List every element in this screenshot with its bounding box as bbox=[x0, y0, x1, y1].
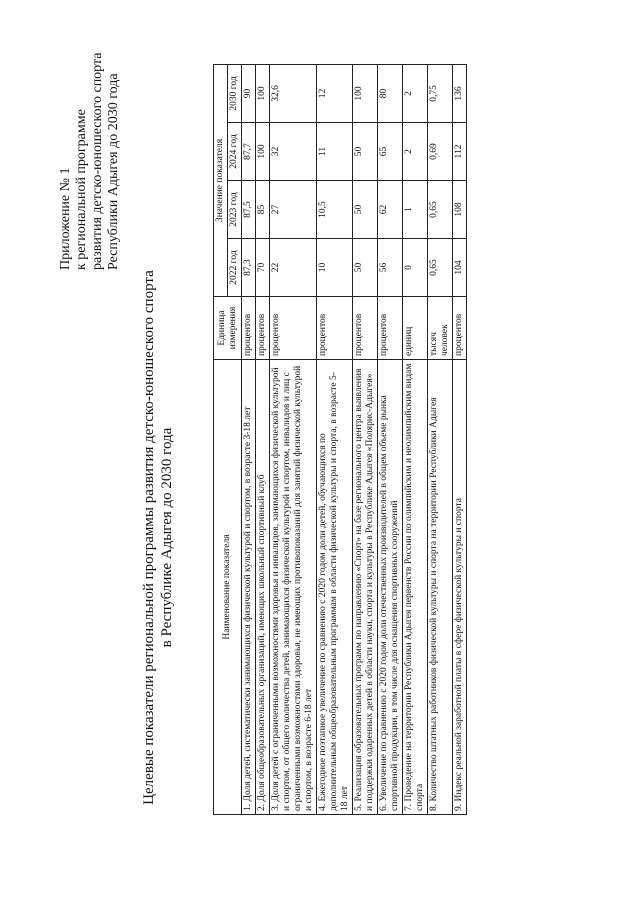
value-cell: 27 bbox=[270, 181, 317, 239]
value-cell: 100 bbox=[256, 64, 270, 122]
value-cell: 100 bbox=[353, 64, 378, 122]
table-row bbox=[353, 64, 378, 814]
value-cell: 0,65 bbox=[428, 181, 453, 239]
indicator-name: 2. Доля общеобразовательных организаций, имеющих школьный спортивный клуб bbox=[256, 360, 270, 815]
indicator-name: 4. Ежегодное поэтапное увеличение по сравнению с 2020 годом доли детей, обучающихся по дополнительным общеобразовательным программам в области физической культуры и спорта, в возрасте 5-18 лет bbox=[317, 360, 353, 815]
table-row bbox=[403, 64, 428, 814]
table-row bbox=[453, 64, 467, 814]
value-cell: 108 bbox=[453, 181, 467, 239]
value-cell: 90 bbox=[242, 64, 256, 122]
value-cell: 56 bbox=[378, 239, 403, 297]
indicator-name: 1. Доля детей, систематически занимающихся физической культурой и спортом, в возрасте 3-18 лет bbox=[242, 360, 256, 815]
value-cell: 50 bbox=[353, 181, 378, 239]
value-cell: 80 bbox=[378, 64, 403, 122]
indicator-name: 6. Увеличение по сравнению с 2020 годом доли отечественных производителей в общем объеме рынка спортивной продукции, в том числе для оснащения спортивных сооружений bbox=[378, 360, 403, 815]
appendix-block bbox=[58, 20, 122, 270]
header-indicator-name: Наименование показателя bbox=[214, 360, 242, 815]
value-cell: 112 bbox=[453, 123, 467, 181]
value-cell: 12 bbox=[317, 64, 353, 122]
value-cell: 65 bbox=[378, 123, 403, 181]
value-cell: 0,65 bbox=[428, 239, 453, 297]
value-cell: 136 bbox=[453, 64, 467, 122]
appendix-line-3: развития детско-юношеского спорта bbox=[90, 52, 105, 270]
indicator-unit: процентов bbox=[256, 297, 270, 360]
indicator-unit: единиц bbox=[403, 297, 428, 360]
indicator-unit: процентов bbox=[242, 297, 256, 360]
indicator-unit: процентов bbox=[317, 297, 353, 360]
header-unit: Единица измерения bbox=[214, 297, 242, 360]
value-cell: 32,6 bbox=[270, 64, 317, 122]
table-row bbox=[378, 64, 403, 814]
value-cell: 0 bbox=[403, 239, 428, 297]
indicator-unit: тысяч человек bbox=[428, 297, 453, 360]
value-cell: 87,5 bbox=[242, 181, 256, 239]
indicator-unit: процентов bbox=[378, 297, 403, 360]
value-cell: 10,5 bbox=[317, 181, 353, 239]
value-cell: 11 bbox=[317, 123, 353, 181]
table-row bbox=[270, 64, 317, 814]
indicators-table bbox=[213, 64, 467, 815]
table-row bbox=[242, 64, 256, 814]
value-cell: 100 bbox=[256, 123, 270, 181]
indicator-name: 5. Реализация образовательных программ по направлению «Спорт» на базе регионального центра выявления и поддержки одаренных детей в области науки, спорта и культуры в Республике Адыгея «Полярис-Адыгея» bbox=[353, 360, 378, 815]
title-line-1: Целевые показатели региональной программы развития детско-юношеского спорта bbox=[141, 270, 157, 805]
indicator-name: 9. Индекс реальной заработной платы в сфере физической культуры и спорта bbox=[453, 360, 467, 815]
appendix-line-4: Республики Адыгея до 2030 года bbox=[106, 73, 121, 270]
header-year: 2023 год bbox=[228, 181, 242, 239]
value-cell: 2 bbox=[403, 64, 428, 122]
indicator-unit: процентов bbox=[270, 297, 317, 360]
title-line-2: в Республике Адыгея до 2030 года bbox=[159, 427, 175, 648]
value-cell: 50 bbox=[353, 123, 378, 181]
table-row bbox=[256, 64, 270, 814]
value-cell: 1 bbox=[403, 181, 428, 239]
value-cell: 10 bbox=[317, 239, 353, 297]
header-year: 2024 год bbox=[228, 123, 242, 181]
indicator-name: 3. Доля детей с ограниченными возможностями здоровья и инвалидов, занимающихся физической культурой и спортом, от общего количества детей, занимающихся физической культурой и спортом, инвалидов и лиц с ограниченными возможностями здоровья, не имеющих противопоказаний для занятий физической культурой и спортом, в возрасте 6-18 лет bbox=[270, 360, 317, 815]
document-title bbox=[140, 170, 176, 905]
header-year: 2022 год bbox=[228, 239, 242, 297]
header-year: 2030 год bbox=[228, 64, 242, 122]
value-cell: 0,69 bbox=[428, 123, 453, 181]
value-cell: 62 bbox=[378, 181, 403, 239]
value-cell: 87,3 bbox=[242, 239, 256, 297]
appendix-line-2: к региональной программе bbox=[74, 109, 89, 270]
indicator-unit: процентов bbox=[353, 297, 378, 360]
value-cell: 32 bbox=[270, 123, 317, 181]
indicator-unit: процентов bbox=[453, 297, 467, 360]
appendix-line-1: Приложение № 1 bbox=[58, 167, 73, 270]
table-row bbox=[317, 64, 353, 814]
value-cell: 70 bbox=[256, 239, 270, 297]
header-values-group: Значение показателя bbox=[214, 64, 228, 296]
value-cell: 104 bbox=[453, 239, 467, 297]
value-cell: 0,75 bbox=[428, 64, 453, 122]
value-cell: 87,7 bbox=[242, 123, 256, 181]
indicator-name: 8. Количество штатных работников физической культуры и спорта на территории Республики Адыгея bbox=[428, 360, 453, 815]
table-row bbox=[428, 64, 453, 814]
value-cell: 85 bbox=[256, 181, 270, 239]
value-cell: 50 bbox=[353, 239, 378, 297]
indicator-name: 7. Проведение на территории Республики Адыгея первенств России по олимпийским и неолимпийским видам спорта bbox=[403, 360, 428, 815]
table-header-row bbox=[214, 64, 228, 814]
value-cell: 22 bbox=[270, 239, 317, 297]
value-cell: 2 bbox=[403, 123, 428, 181]
